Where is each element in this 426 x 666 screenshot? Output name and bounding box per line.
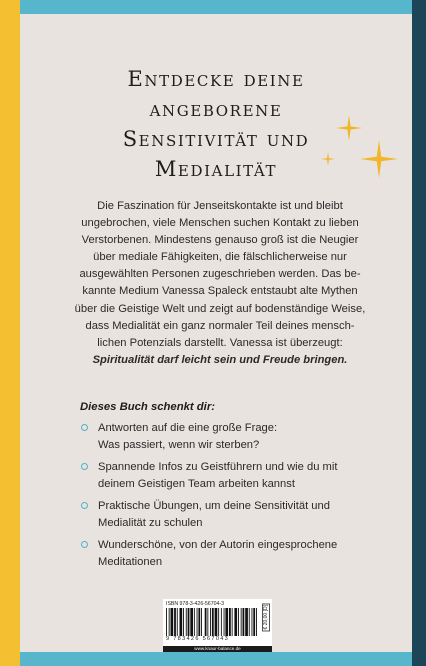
list-item-line: deinem Geistigen Team arbeiten kannst — [98, 477, 295, 490]
bullet-circle-icon — [81, 541, 88, 548]
sparkle-icon — [360, 140, 398, 178]
list-item — [80, 420, 380, 453]
spine-right-strip — [412, 0, 426, 666]
list-item-line: Wunderschöne, von der Autorin eingesprochene — [98, 539, 338, 551]
list-item — [80, 537, 380, 570]
headline-line: Entdecke deine — [127, 67, 305, 91]
headline-line: angeborene — [149, 97, 283, 121]
list-item-line: Antworten auf die eine große Frage: — [98, 422, 278, 434]
headline-line: Medialität — [154, 157, 278, 181]
blurb-text — [70, 198, 370, 369]
feature-list — [80, 420, 380, 576]
barcode-bars — [166, 608, 258, 636]
blurb-line: dass Medialität ein ganz normaler Teil deines mensch- — [85, 319, 355, 332]
spine-left-strip — [0, 0, 20, 666]
bullet-circle-icon — [81, 463, 88, 470]
bullet-circle-icon — [81, 502, 88, 509]
list-item — [80, 459, 380, 492]
blurb-line: Die Faszination für Jenseitskontakte ist und bleibt — [97, 200, 343, 212]
isbn-digits: 9 783426 567043 — [166, 636, 230, 642]
price-label: € 20,00 [D] — [263, 605, 269, 630]
sparkle-icon — [321, 152, 335, 166]
list-item — [80, 498, 380, 531]
bullet-circle-icon — [81, 424, 88, 431]
blurb-line: kannte Medium Vanessa Spaleck entstaubt alte Mythen — [82, 285, 358, 298]
blurb-line: lichen Potenzials darstellt. Vanessa ist überzeugt: — [97, 336, 343, 349]
sparkle-icon — [336, 115, 362, 141]
blurb-line: Verstorbenen. Mindestens genauso groß ist die Neugier — [81, 234, 359, 247]
blurb-line: über die Geistige Welt und zeigt auf bodenständige Weise, — [74, 302, 366, 315]
bottom-color-band — [20, 652, 412, 666]
feature-list-title: Dieses Buch schenkt dir: — [80, 401, 215, 413]
top-color-band — [20, 0, 412, 14]
blurb-line: über mediale Fähigkeiten, die fälschlicherweise nur — [93, 251, 347, 264]
blurb-line: ausgewählten Personen zugeschrieben werden. Das be- — [79, 268, 361, 281]
isbn-barcode — [163, 599, 272, 652]
list-item-line: Was passiert, wenn wir sterben? — [98, 438, 260, 451]
list-item-line: Spannende Infos zu Geistführern und wie du mit — [98, 461, 338, 473]
isbn-label: ISBN 978-3-426-56704-3 — [166, 601, 224, 607]
list-item-line: Praktische Übungen, um deine Sensitivität und — [98, 500, 330, 512]
blurb-emphasis: Spiritualität darf leicht sein und Freude bringen. — [92, 353, 348, 366]
blurb-line: ungebrochen, viele Menschen suchen Kontakt zu lieben — [81, 217, 359, 230]
list-item-line: Medialität zu schulen — [98, 516, 203, 529]
publisher-url: www.knaur-balance.de — [163, 646, 272, 652]
headline-line: Sensitivität und — [122, 127, 310, 151]
list-item-line: Meditationen — [98, 555, 163, 568]
